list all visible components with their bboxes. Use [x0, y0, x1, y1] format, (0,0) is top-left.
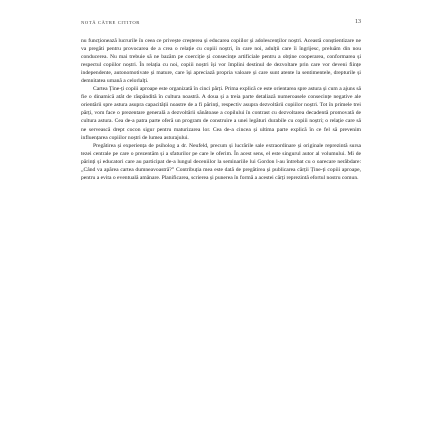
body-text: [81, 37, 361, 429]
paragraph-1: nu funcționează lucrurile în ceea ce privește creșterea și educarea copiilor și adolescenților noștri. Această conștientizare ne va pregăti pentru provocarea de a crea o relație cu copiii noștri, în care noi, adulții care îi îngrijesc, preluăm din nou conducerea. Nu mai trebuie să ne bazăm pe coerciție și consecințe artificiale pentru a obține cooperarea, conformarea și respectul copiilor noștri. În relația cu noi, copiii noștri își vor împlini destinul de dezvoltare prin care vor deveni ființe independente, autonomotivate și mature, care își apreciază propria valoare și care sunt atente la sentimentele, drepturile și demnitatea umană a celorlalți.: [81, 38, 361, 85]
paragraph-2: Cartea Ține-ți copiii aproape este organizată în cinci părți. Prima explică ce este orientarea spre astura și cum a ajuns să fie o dinamică atât de răspândită în cultura noastră. A doua și a treia parte detaliază numeroasele consecințe negative ale orientării spre astura asupra capacității noastre de a fi părinți, respectiv asupra dezvoltării copiilor noștri. Tot în primele trei părți, vom face o prezentare generală a dezvoltării sănătoase a copilului în contrast cu dezvoltarea decadentă promovată de cultura astura. Cea de-a patra parte oferă un program de construire a unei legături durabile cu copiii noștri; o relație care să ne servească drept cocon sigur pentru maturizarea lor. Cea de-a cincea și ultima parte explică în ce fel să prevenim influențarea copiilor noștri de lumea asturajului.: [81, 86, 361, 141]
running-header: [81, 20, 361, 30]
running-head-title: NOTĂ CĂTRE CITITOR: [81, 20, 140, 25]
paragraph-3: Pregătirea și experiența de psiholog a dr. Neufeld, precum și lucrările sale extraordinare și originale reprezintă sursa tezei centrale pe care o prezentăm și a sfaturilor pe care le oferim. În acest sens, el este singurul autor al volumului. Mi de părinți și educatori care au participat de-a lungul deceniilor la seminariile lui Gordon l-au întrebat cu o oarecare nerăbdare: „Când va apărea cartea dumneavoastră?” Contribuția mea este dată de pregătirea și publicarea cărții Ține-ți copiii aproape, pentru a evita o eventuală amânare. Planificarea, scrierea și punerea în formă a acestei cărți reprezintă efortul nostru comun.: [81, 142, 361, 181]
page-number: 13: [355, 19, 361, 25]
